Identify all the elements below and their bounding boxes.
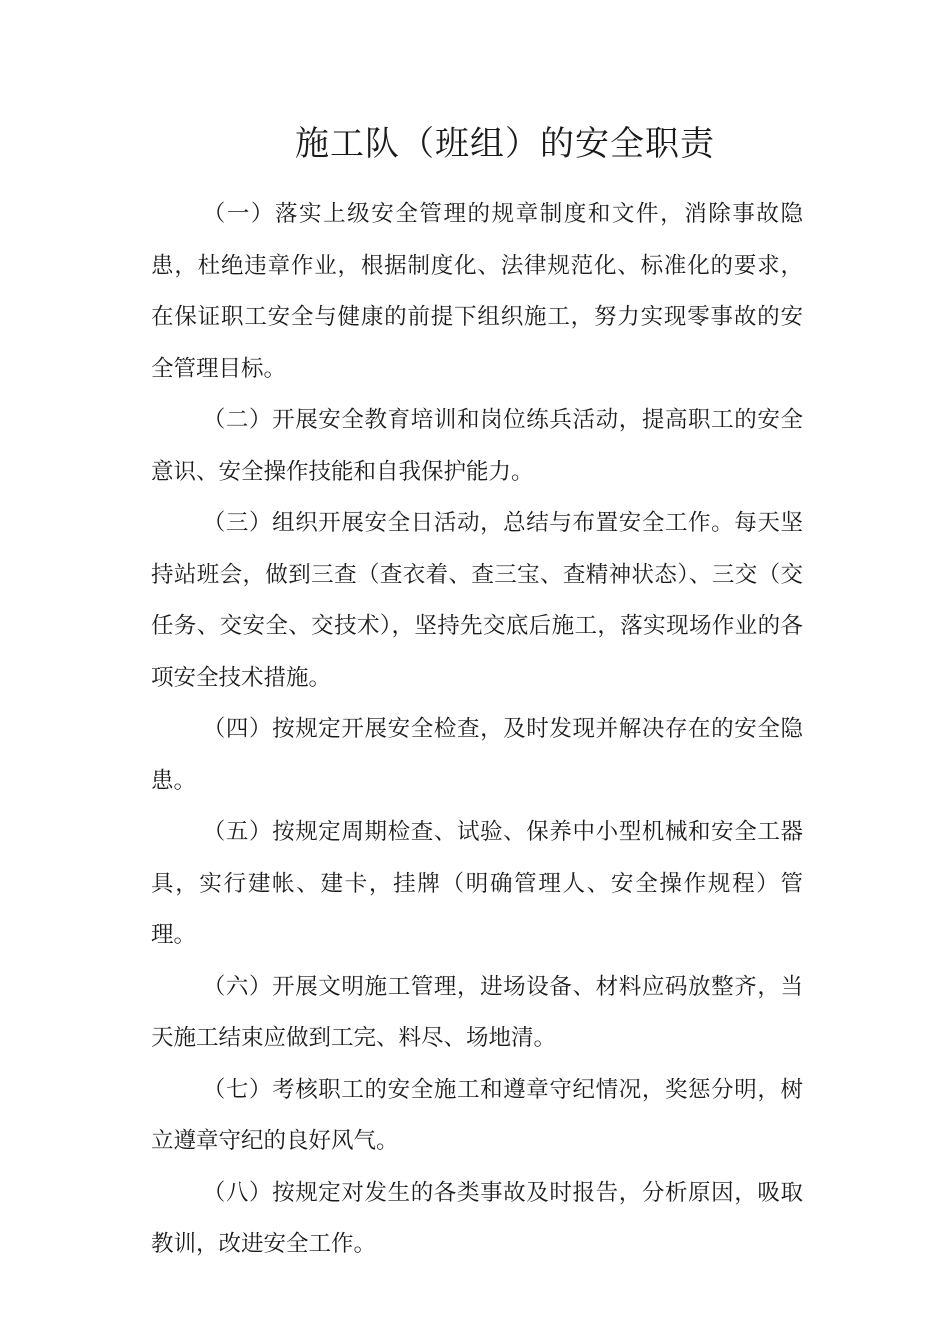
paragraph-8: （八）按规定对发生的各类事故及时报告，分析原因，吸取教训，改进安全工作。 [151, 1179, 803, 1257]
paragraph-4: （四）按规定开展安全检查，及时发现并解决存在的安全隐患。 [151, 716, 803, 794]
paragraph-2: （二）开展安全教育培训和岗位练兵活动，提高职工的安全意识、安全操作技能和自我保护能力。 [151, 407, 803, 485]
paragraph-5: （五）按规定周期检查、试验、保养中小型机械和安全工器具，实行建帐、建卡，挂牌（明确管理人、安全操作规程）管理。 [151, 819, 803, 948]
paragraph-1: （一）落实上级安全管理的规章制度和文件，消除事故隐患，杜绝违章作业，根据制度化、法律规范化、标准化的要求，在保证职工安全与健康的前提下组织施工，努力实现零事故的安全管理目标。 [151, 201, 803, 382]
paragraph-6: （六）开展文明施工管理，进场设备、材料应码放整齐，当天施工结束应做到工完、料尽、场地清。 [151, 973, 803, 1051]
document-body [151, 189, 803, 1271]
paragraph-7: （七）考核职工的安全施工和遵章守纪情况，奖惩分明，树立遵章守纪的良好风气。 [151, 1076, 803, 1154]
paragraph-3: （三）组织开展安全日活动，总结与布置安全工作。每天坚持站班会，做到三查（查衣着、查三宝、查精神状态）、三交（交任务、交安全、交技术），坚持先交底后施工，落实现场作业的各项安全技术措施。 [151, 510, 803, 691]
document-title: 施工队（班组）的安全职责 [295, 124, 715, 164]
